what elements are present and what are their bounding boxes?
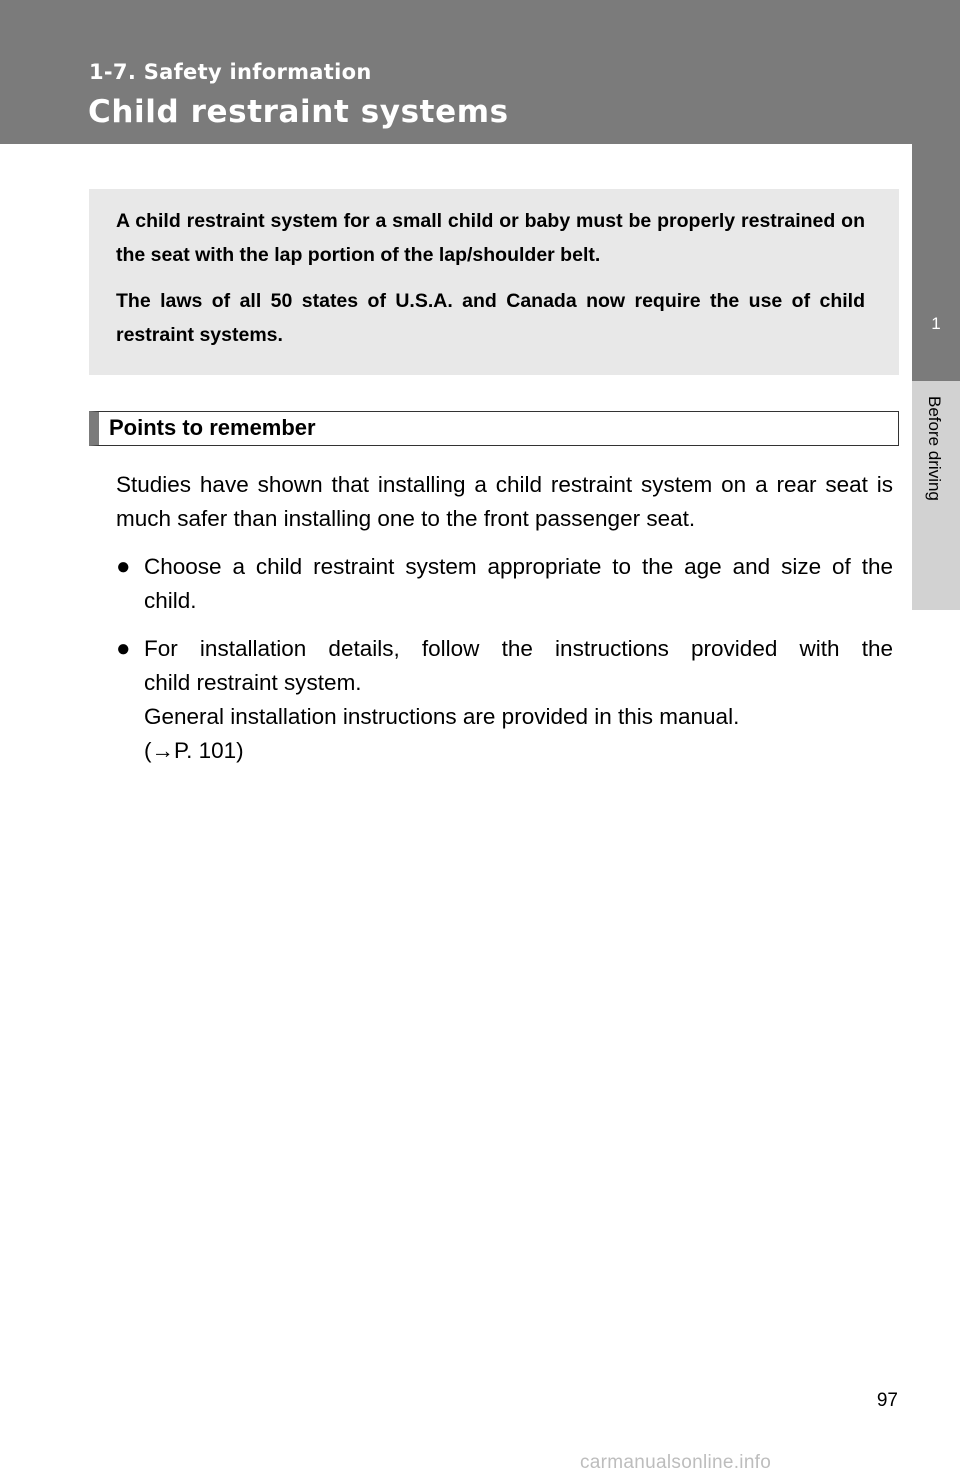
bullet-icon: ●: [116, 635, 131, 662]
intro-box: [89, 189, 899, 375]
bullet-item-2: [116, 632, 893, 768]
page-title: Child restraint systems: [88, 94, 509, 130]
bullet-text-2-line-3: General installation instructions are provided in this manual.: [144, 704, 740, 729]
page-number: 97: [876, 1390, 898, 1411]
chapter-name: Before driving: [925, 396, 944, 501]
bullet-text-2-line-2: child restraint system.: [144, 670, 362, 695]
points-paragraph: Studies have shown that installing a child restraint system on a rear seat is much safer than installing one to the front passenger seat.: [116, 472, 893, 531]
points-heading: Points to remember: [89, 411, 899, 446]
intro-paragraph-1: A child restraint system for a small child or baby must be properly restrained on the seat with the lap portion of the lap/shoulder belt.: [116, 210, 865, 266]
section-label: 1-7. Safety information: [89, 60, 372, 84]
bullet-icon: ●: [116, 553, 131, 580]
bullet-text-2-line-1: For installation details, follow the instructions provided with the: [144, 636, 893, 661]
watermark: carmanualsonline.info: [580, 1452, 772, 1473]
intro-paragraph-2: The laws of all 50 states of U.S.A. and Canada now require the use of child restraint systems.: [116, 290, 865, 346]
points-body: [116, 468, 893, 768]
chapter-number: 1: [931, 314, 941, 333]
bullet-item-1: [116, 550, 893, 618]
header-band: [0, 0, 960, 144]
bullet-text-1: Choose a child restraint system appropriate to the age and size of the child.: [144, 554, 893, 613]
page-reference-link[interactable]: (→P. 101): [144, 738, 244, 763]
chapter-tab: [912, 144, 960, 381]
